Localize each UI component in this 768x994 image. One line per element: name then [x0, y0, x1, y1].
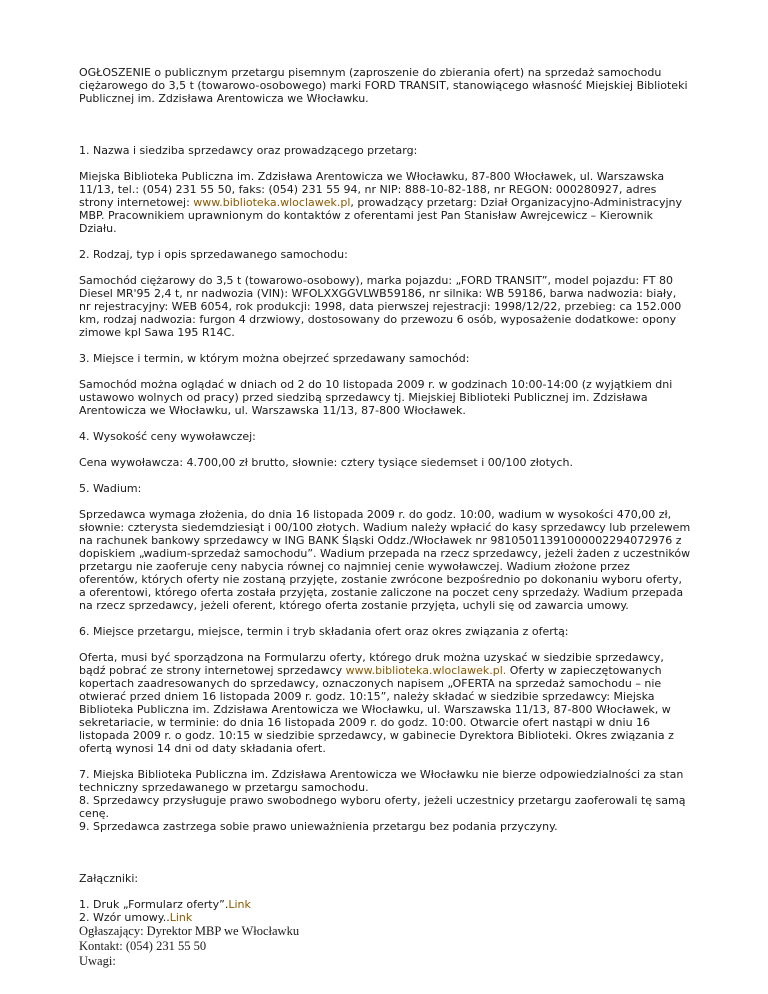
section-6-body-text-a: Oferta, musi być sporządzona na Formularzu oferty, którego druk można uzyskać w siedzibie sprzedawcy, bądź pobrać ze strony internetowej sprzedawcy — [79, 651, 664, 677]
announcement-heading: OGŁOSZENIE o publicznym przetargu pisemnym (zaproszenie do zbierania ofert) na sprzedaż samochodu ciężarowego do 3,5 t (towarowo-osobowego) marki FORD TRANSIT, stanowiącego własność Miejskiej Biblioteki Publicznej im. Zdzisława Arentowicza we Włocławku. — [79, 66, 688, 105]
section-6-body-text-b: Oferty w zapieczętowanych kopertach zaadresowanych do sprzedawcy, oznaczonych napisem „OFERTA na sprzedaż samochodu – nie otwierać przed dniem 16 listopada 2009 r. godz. 10:15”, należy składać w siedzibie sprzedawcy: Miejska Biblioteka Publiczna im. Zdzisława Arentowicza we Włocławku, ul. Warszawska 11/13, 87-800 Włocławek, w sekretariacie, w terminie: do dnia 16 listopada 2009 r. do godz. 10:00. Otwarcie ofert nastąpi w dniu 16 listopada 2009 r. o godz. 10:15 w siedzibie sprzedawcy, w gabinecie Dyrektora Biblioteki. Okres związania z ofertą wynosi 14 dni od daty składania ofert. — [79, 664, 674, 755]
advertiser: Ogłaszający: Dyrektor MBP we Włocławku — [79, 924, 300, 938]
section-4-title: 4. Wysokość ceny wywoławczej: — [79, 430, 256, 443]
section-6-title: 6. Miejsce przetargu, miejsce, termin i tryb składania ofert oraz okres związania z ofertą: — [79, 625, 569, 638]
attachment-item — [79, 911, 691, 924]
section-2-title: 2. Rodzaj, typ i opis sprzedawanego samochodu: — [79, 248, 348, 261]
section-5-title: 5. Wadium: — [79, 482, 142, 495]
section-4-body: Cena wywoławcza: 4.700,00 zł brutto, słownie: cztery tysiące siedemset i 00/100 złotych. — [79, 456, 573, 469]
section-3-body: Samochód można oglądać w dniach od 2 do 10 listopada 2009 r. w godzinach 10:00-14:00 (z wyjątkiem dni ustawowo wolnych od pracy) przed siedzibą sprzedawcy tj. Miejskiej Biblioteki Publicznej im. Zdzisława Arentowicza we Włocławku, ul. Warszawska 11/13, 87-800 Włocławek. — [79, 378, 673, 417]
section-3-title: 3. Miejsce i termin, w którym można obejrzeć sprzedawany samochód: — [79, 352, 470, 365]
website-link[interactable]: www.biblioteka.wloclawek.pl — [193, 196, 351, 209]
section-1-title: 1. Nazwa i siedziba sprzedawcy oraz prowadzącego przetarg: — [79, 144, 418, 157]
section-7: 7. Miejska Biblioteka Publiczna im. Zdzisława Arentowicza we Włocławku nie bierze odpowiedzialności za stan techniczny sprzedawanego w przetargu samochodu. — [79, 768, 684, 794]
section-5-body: Sprzedawca wymaga złożenia, do dnia 16 listopada 2009 r. do godz. 10:00, wadium w wysokości 470,00 zł, słownie: czterysta siedemdziesiąt i 00/100 złotych. Wadium należy wpłacić do kasy sprzedawcy lub przelewem na rachunek bankowy sprzedawcy w ING BANK Śląski Oddz./Włocławek nr 98105011391000002294072976 z dopiskiem „wadium-sprzedaż samochodu”. Wadium przepada na rzecz sprzedawcy, jeżeli żaden z uczestników przetargu nie zaoferuje ceny nabycia równej co najmniej cenie wywoławczej. Wadium złożone przez oferentów, których oferty nie zostaną przyjęte, zostanie zwrócone bezpośrednio po dokonaniu wyboru oferty, a oferentowi, którego oferta została przyjęta, zostanie zaliczone na poczet ceny sprzedaży. Wadium przepada na rzecz sprzedawcy, jeżeli oferent, którego oferta zostanie przyjęta, uchyli się od zawarcia umowy. — [79, 508, 691, 612]
attachment-link[interactable]: Link — [169, 911, 193, 924]
footer — [79, 924, 691, 969]
sections-7-9 — [79, 768, 691, 833]
attachment-label: 2. Wzór umowy.. — [79, 911, 170, 924]
attachment-label: 1. Druk „Formularz oferty”. — [79, 898, 229, 911]
notes: Uwagi: — [79, 954, 116, 968]
attachments-list — [79, 898, 691, 924]
section-8: 8. Sprzedawcy przysługuje prawo swobodnego wyboru oferty, jeżeli uczestnicy przetargu zaoferowali tę samą cenę. — [79, 794, 686, 820]
section-1-body-text-a: Miejska Biblioteka Publiczna im. Zdzisława Arentowicza we Włocławku, 87-800 Włocławek, ul. Warszawska 11/13, tel.: (054) 231 55 50, faks: (054) 231 55 94, nr NIP: 888-10-82-188, nr REGON: 000280927, adres strony internetowej: — [79, 170, 665, 209]
attachment-item — [79, 898, 691, 911]
section-1-body — [79, 170, 691, 235]
announcement-document — [79, 66, 691, 969]
website-link-2[interactable]: www.biblioteka.wloclawek.pl. — [345, 664, 507, 677]
section-1-body-text-b: , prowadzący przetarg: Dział Organizacyjno-Administracyjny MBP. Pracownikiem uprawnionym do kontaktów z oferentami jest Pan Stanisław Awrejcewicz – Kierownik Działu. — [79, 196, 682, 235]
section-2-body: Samochód ciężarowy do 3,5 t (towarowo-osobowy), marka pojazdu: „FORD TRANSIT”, model pojazdu: FT 80 Diesel MR'95 2,4 t, nr nadwozia (VIN): WFOLXXGGVLWB59186, nr silnika: WB 59186, barwa nadwozia: biały, nr rejestracyjny: WEB 6054, rok produkcji: 1998, data pierwszej rejestracji: 1998/12/22, przebieg: ca 152.000 km, rodzaj nadwozia: furgon 4 drzwiowy, dostosowany do przewozu 6 osób, wyposażenie dodatkowe: opony zimowe kpl Sawa 195 R14C. — [79, 274, 682, 339]
attachments-title: Załączniki: — [79, 872, 139, 885]
contact: Kontakt: (054) 231 55 50 — [79, 939, 207, 953]
section-6-body — [79, 651, 691, 755]
attachment-link[interactable]: Link — [228, 898, 251, 911]
section-9: 9. Sprzedawca zastrzega sobie prawo unieważnienia przetargu bez podania przyczyny. — [79, 820, 558, 833]
